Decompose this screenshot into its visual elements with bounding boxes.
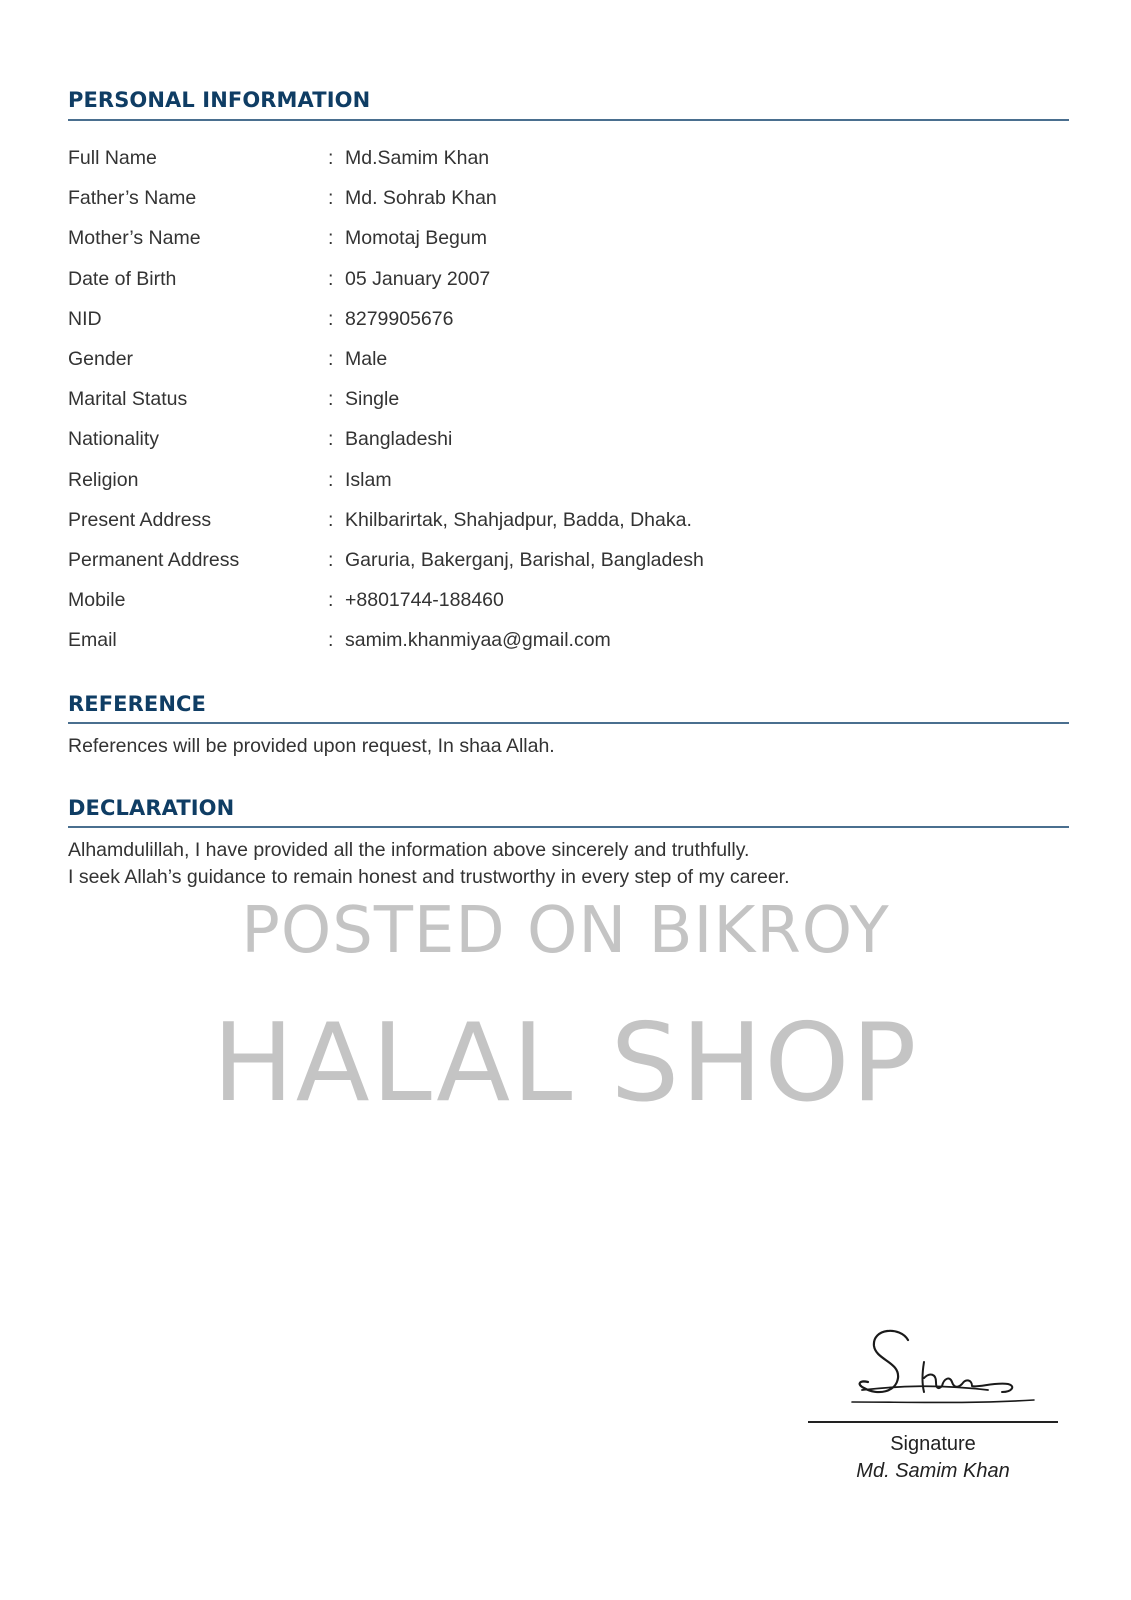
info-label: Father’s Name	[68, 187, 197, 210]
watermark-posted-on: POSTED ON BIKROY	[241, 894, 890, 968]
info-row-gender	[68, 339, 1068, 379]
declaration-line-1: Alhamdulillah, I have provided all the information above sincerely and truthfully.	[68, 839, 750, 861]
signature-caption: Signature	[890, 1433, 976, 1455]
declaration-line-2: I seek Allah’s guidance to remain honest and trustworthy in every step of my career.	[68, 866, 790, 888]
info-label: Full Name	[68, 147, 157, 169]
info-label: Gender	[68, 347, 134, 370]
info-separator: :	[328, 589, 334, 612]
signatory-name: Md. Samim Khan	[856, 1460, 1010, 1482]
info-value: Md. Sohrab Khan	[345, 187, 497, 210]
info-row-full-name	[68, 138, 1068, 178]
info-label: Present Address	[68, 508, 212, 531]
info-row-marital-status	[68, 379, 1068, 419]
info-separator: :	[328, 307, 334, 330]
info-separator: :	[328, 508, 334, 531]
handwritten-signature	[838, 1318, 1038, 1418]
info-value: samim.khanmiyaa@gmail.com	[345, 629, 611, 652]
personal-information-table	[68, 138, 1068, 660]
info-label: Mobile	[68, 589, 126, 612]
info-separator: :	[328, 347, 334, 370]
info-separator: :	[328, 428, 334, 451]
info-value: Male	[345, 347, 388, 370]
info-value: Garuria, Bakerganj, Barishal, Bangladesh	[345, 548, 704, 571]
info-row-date-of-birth	[68, 259, 1068, 299]
info-value: Md.Samim Khan	[345, 147, 490, 169]
info-row-religion	[68, 460, 1068, 500]
info-row-nid	[68, 299, 1068, 339]
info-value: Khilbarirtak, Shahjadpur, Badda, Dhaka.	[345, 508, 692, 531]
info-separator: :	[328, 388, 334, 411]
watermark-shop-name: HALAL SHOP	[212, 1001, 919, 1126]
info-separator: :	[328, 468, 334, 491]
info-value: Bangladeshi	[345, 428, 453, 451]
reference-heading: REFERENCE	[68, 692, 206, 716]
info-separator: :	[328, 147, 334, 169]
info-value: Single	[345, 388, 400, 411]
info-value: Islam	[345, 468, 392, 491]
reference-text: References will be provided upon request, In shaa Allah.	[68, 735, 555, 757]
info-value: Momotaj Begum	[345, 227, 487, 250]
personal-information-heading: PERSONAL INFORMATION	[68, 88, 371, 112]
info-separator: :	[328, 267, 334, 290]
info-label: Marital Status	[68, 388, 188, 411]
info-row-fathers-name	[68, 178, 1068, 218]
info-label: Email	[68, 629, 117, 652]
personal-information-divider	[68, 119, 1069, 121]
info-row-email	[68, 620, 1068, 660]
info-value: 05 January 2007	[345, 267, 491, 290]
info-value: +8801744-188460	[345, 589, 504, 612]
declaration-divider	[68, 826, 1069, 828]
info-separator: :	[328, 548, 334, 571]
info-separator: :	[328, 629, 334, 652]
info-separator: :	[328, 187, 334, 210]
info-value: 8279905676	[345, 307, 454, 330]
info-label: Permanent Address	[68, 548, 240, 571]
info-row-mothers-name	[68, 218, 1068, 258]
info-label: NID	[68, 307, 102, 330]
info-label: Religion	[68, 468, 139, 491]
info-row-mobile	[68, 580, 1068, 620]
info-row-nationality	[68, 419, 1068, 459]
info-row-permanent-address	[68, 540, 1068, 580]
info-separator: :	[328, 227, 334, 250]
reference-divider	[68, 722, 1069, 724]
signature-line	[808, 1421, 1058, 1423]
declaration-heading: DECLARATION	[68, 796, 235, 820]
info-row-present-address	[68, 500, 1068, 540]
info-label: Date of Birth	[68, 267, 177, 290]
info-label: Mother’s Name	[68, 227, 201, 250]
info-label: Nationality	[68, 428, 160, 451]
